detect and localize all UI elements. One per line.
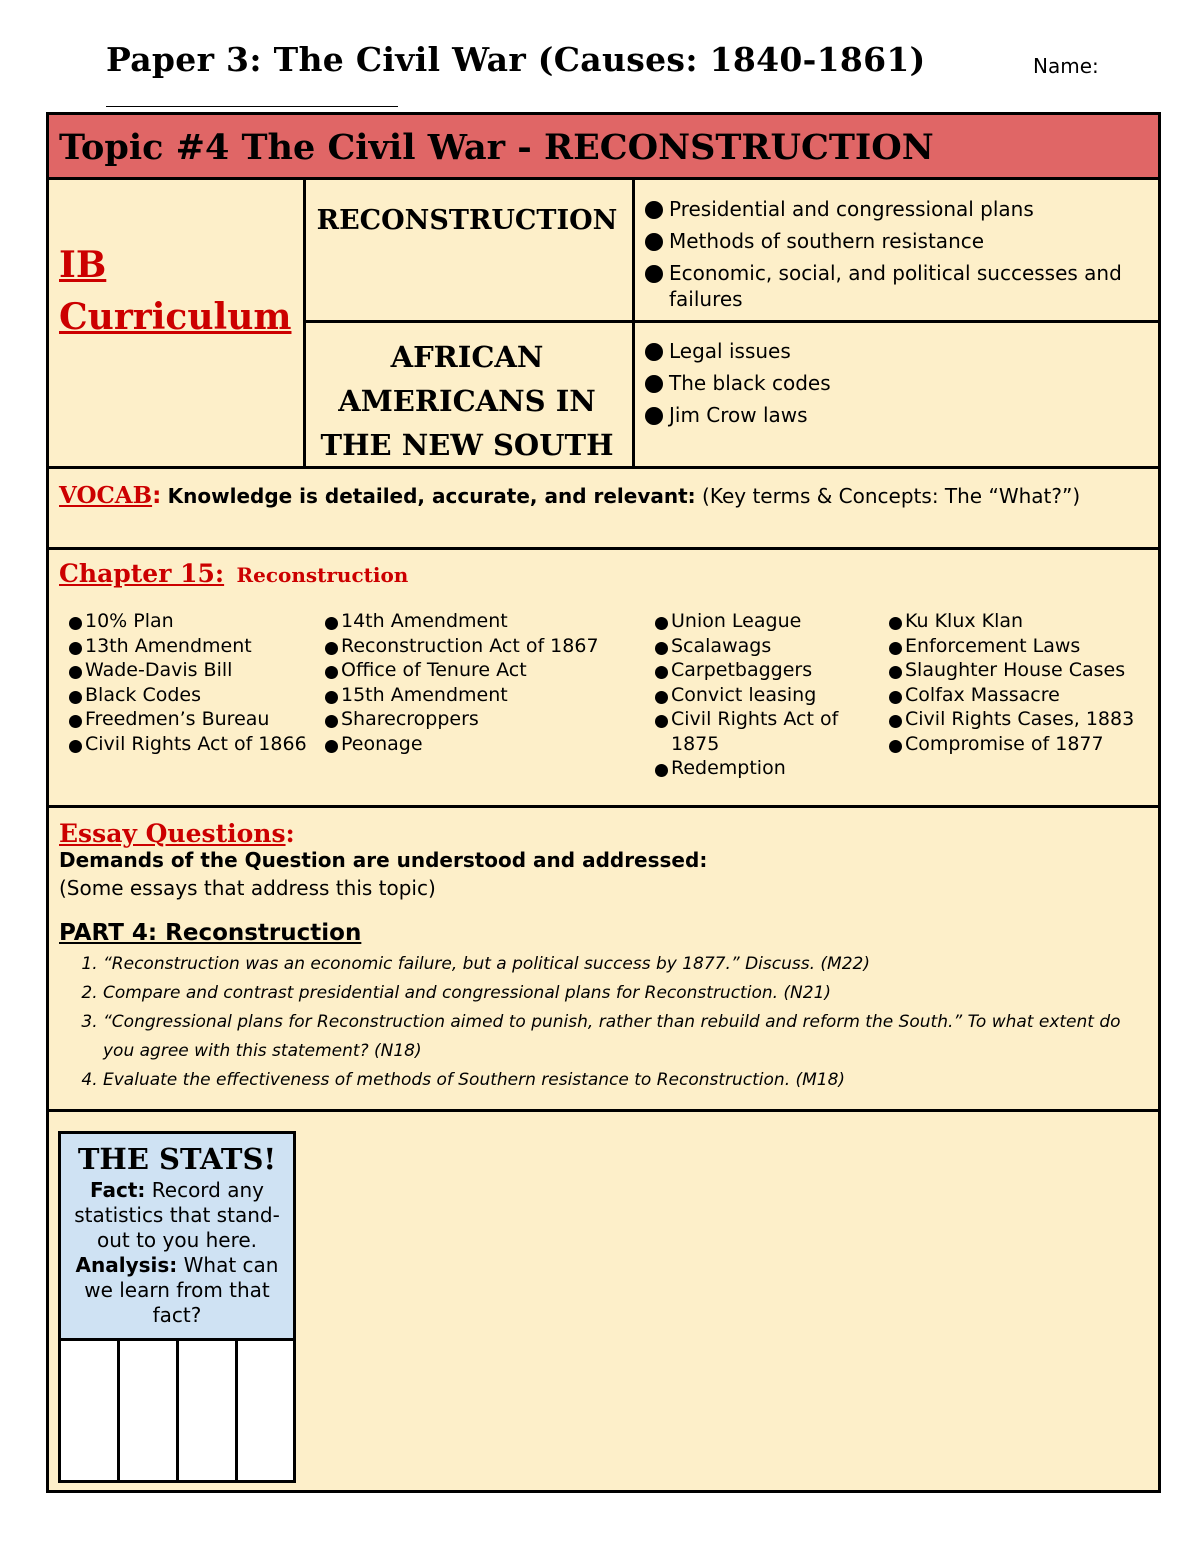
list-item: Office of Tenure Act [325, 658, 625, 683]
list-item: Jim Crow laws [645, 399, 1125, 431]
question-item: 3. “Congressional plans for Reconstruction aimed to punish, rather than rebuild and reform the South.” To what extent do you agree with this statement? (N18) [103, 1008, 1139, 1066]
vocab-column-3 [655, 609, 875, 781]
reconstruction-bullets [645, 193, 1125, 312]
divider [49, 177, 1158, 180]
list-item: Wade-Davis Bill [69, 658, 309, 683]
vocab-column-2 [325, 609, 625, 756]
divider [49, 805, 1158, 808]
chapter-heading [59, 559, 408, 588]
vocab-column-1 [69, 609, 309, 756]
worksheet [46, 112, 1161, 1493]
stats-column-divider [176, 1341, 179, 1480]
list-item: Freedmen’s Bureau [69, 707, 309, 732]
list-item: Scalawags [655, 634, 875, 659]
list-item: 14th Amendment [325, 609, 625, 634]
vocab-column-4 [889, 609, 1159, 756]
list-item: Enforcement Laws [889, 634, 1159, 659]
list-item: Legal issues [645, 335, 1125, 367]
name-label: Name: [1033, 54, 1099, 78]
stats-instructions [69, 1178, 285, 1328]
analysis-label: Analysis: [75, 1253, 178, 1277]
list-item: Convict leasing [655, 683, 875, 708]
list-item: 10% Plan [69, 609, 309, 634]
list-item: 15th Amendment [325, 683, 625, 708]
divider [49, 1109, 1158, 1112]
divider [303, 177, 306, 469]
list-item: 13th Amendment [69, 634, 309, 659]
question-item: 2. Compare and contrast presidential and congressional plans for Reconstruction. (N21) [103, 979, 1139, 1008]
list-item: Slaughter House Cases [889, 658, 1159, 683]
section-label-african-americans: AFRICAN AMERICANS IN THE NEW SOUTH [320, 340, 614, 462]
vocab-label: VOCAB [59, 482, 153, 509]
list-item: Sharecroppers [325, 707, 625, 732]
fact-text: Record any statistics that stand-out to you here. [74, 1178, 280, 1252]
stats-column-divider [117, 1341, 120, 1480]
divider [49, 547, 1158, 550]
list-item: Black Codes [69, 683, 309, 708]
list-item: Carpetbaggers [655, 658, 875, 683]
curriculum-label: IB Curriculum [59, 244, 292, 338]
divider [303, 320, 1158, 323]
topic-bar [49, 115, 1158, 177]
list-item: Ku Klux Klan [889, 609, 1159, 634]
list-item: Compromise of 1877 [889, 732, 1159, 757]
list-item: Civil Rights Act of 1875 [655, 707, 875, 756]
list-item: Peonage [325, 732, 625, 757]
list-item: Reconstruction Act of 1867 [325, 634, 625, 659]
stats-header [61, 1134, 293, 1341]
question-item: 1. “Reconstruction was an economic failure, but a political success by 1877.” Discuss. (M22) [103, 950, 1139, 979]
name-underline [106, 106, 398, 107]
list-item: Colfax Massacre [889, 683, 1159, 708]
question-item: 4. Evaluate the effectiveness of methods of Southern resistance to Reconstruction. (M18) [103, 1066, 1139, 1095]
essay-note: (Some essays that address this topic) [59, 876, 436, 900]
african-americans-bullets [645, 335, 1125, 431]
vocab-row: VOCAB: Knowledge is detailed, accurate, and relevant: (Key terms & Concepts: The “What?”) [59, 482, 1081, 509]
essay-subheading: Demands of the Question are understood and addressed: [59, 848, 708, 872]
divider [632, 177, 635, 469]
list-item: Presidential and congressional plans [645, 193, 1125, 225]
list-item: Civil Rights Cases, 1883 [889, 707, 1159, 732]
stats-column-divider [235, 1341, 238, 1480]
essay-section: Essay Questions: Demands of the Question are understood and addressed: (Some essays that address this topic) PART 4: Reconstruction 1. “Reconstruction was an economic failure, but a political success by 1877.” Discuss. (M22) 2. Compare and contrast presidential and congressional plans for Reconstruction. (N21) 3. “Congressional plans for Reconstruction aimed to punish, rather than rebuild and reform the South.” To what extent do you agree with this statement? (N18) 4. Evaluate the effectiveness of methods of Southern resistance to Reconstruction. (M18) [59, 819, 1139, 1095]
vocab-instruction: Knowledge is detailed, accurate, and relevant: [167, 484, 696, 508]
topic-title: Topic #4 The Civil War - RECONSTRUCTION [59, 127, 934, 168]
list-item: Economic, social, and political successes and failures [645, 257, 1125, 312]
list-item: Civil Rights Act of 1866 [69, 732, 309, 757]
part-heading: PART 4: Reconstruction [59, 920, 362, 946]
list-item: Methods of southern resistance [645, 225, 1125, 257]
list-item: The black codes [645, 367, 1125, 399]
section-label-reconstruction: RECONSTRUCTION [316, 205, 618, 236]
list-item: Redemption [655, 756, 875, 781]
stats-box [58, 1131, 296, 1483]
fact-label: Fact: [90, 1178, 146, 1202]
chapter-name: Reconstruction [236, 563, 409, 587]
essay-heading: Essay Questions [59, 819, 286, 848]
vocab-note: (Key terms & Concepts: The “What?”) [702, 484, 1081, 508]
essay-questions [59, 950, 1139, 1095]
list-item: Union League [655, 609, 875, 634]
stats-title: THE STATS! [77, 1142, 277, 1176]
page-title: Paper 3: The Civil War (Causes: 1840-1861) [106, 40, 926, 79]
analysis-text: What can we learn from that fact? [84, 1253, 279, 1327]
chapter-label: Chapter 15: [59, 559, 225, 588]
